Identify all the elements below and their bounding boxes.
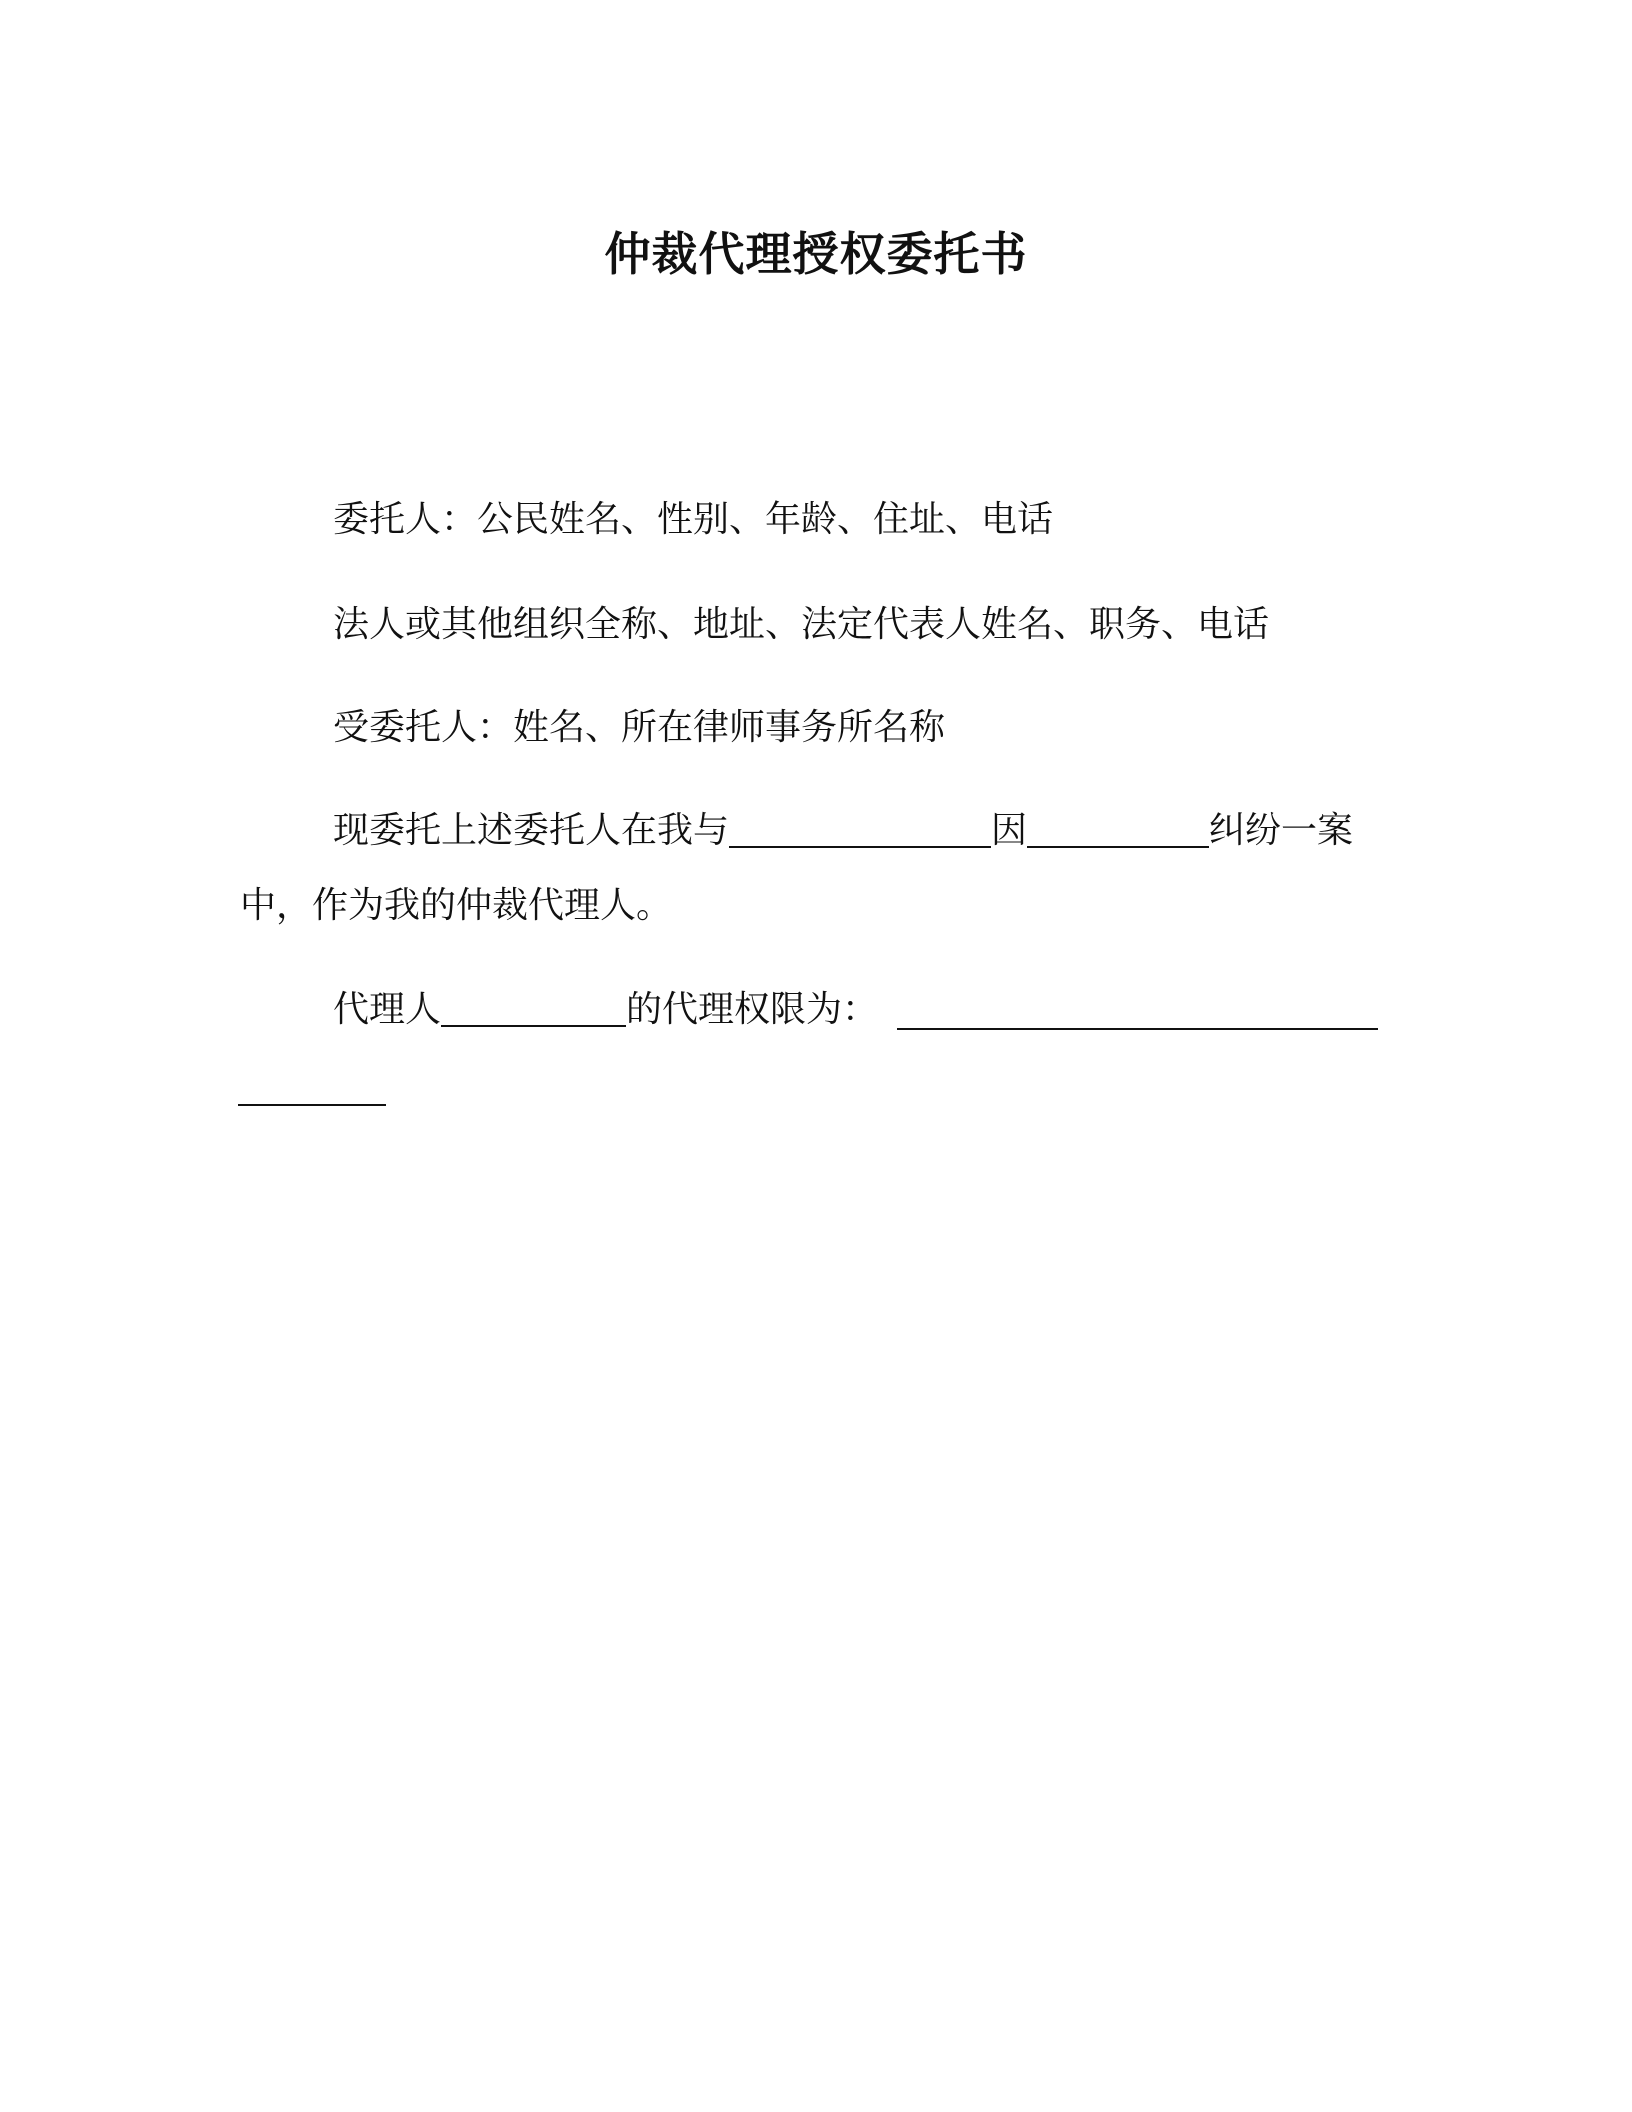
principal-line: 委托人：公民姓名、性别、年龄、住址、电话: [333, 499, 1054, 540]
opposing-party-blank[interactable]: [729, 806, 991, 848]
dispute-type-blank[interactable]: [1027, 806, 1209, 848]
entrust-line-1: [333, 803, 1353, 859]
entrust-line-2: 中，作为我的仲裁代理人。: [240, 885, 673, 926]
entrust-text-2: 因: [991, 810, 1028, 851]
entrust-text-1: 现委托上述委托人在我与: [333, 810, 730, 851]
authority-scope-blank-continued[interactable]: [238, 1104, 386, 1106]
authority-line: [333, 982, 878, 1038]
authority-text-1: 代理人: [333, 989, 442, 1030]
legal-entity-line: 法人或其他组织全称、地址、法定代表人姓名、职务、电话: [333, 604, 1270, 645]
agent-name-blank[interactable]: [441, 985, 626, 1027]
authority-text-2: 的代理权限为：: [626, 989, 879, 1030]
document-title: 仲裁代理授权委托书: [604, 227, 1028, 281]
entrust-text-3: 纠纷一案: [1209, 810, 1354, 851]
authority-scope-blank[interactable]: [897, 1028, 1378, 1030]
agent-line: 受委托人：姓名、所在律师事务所名称: [333, 707, 946, 748]
